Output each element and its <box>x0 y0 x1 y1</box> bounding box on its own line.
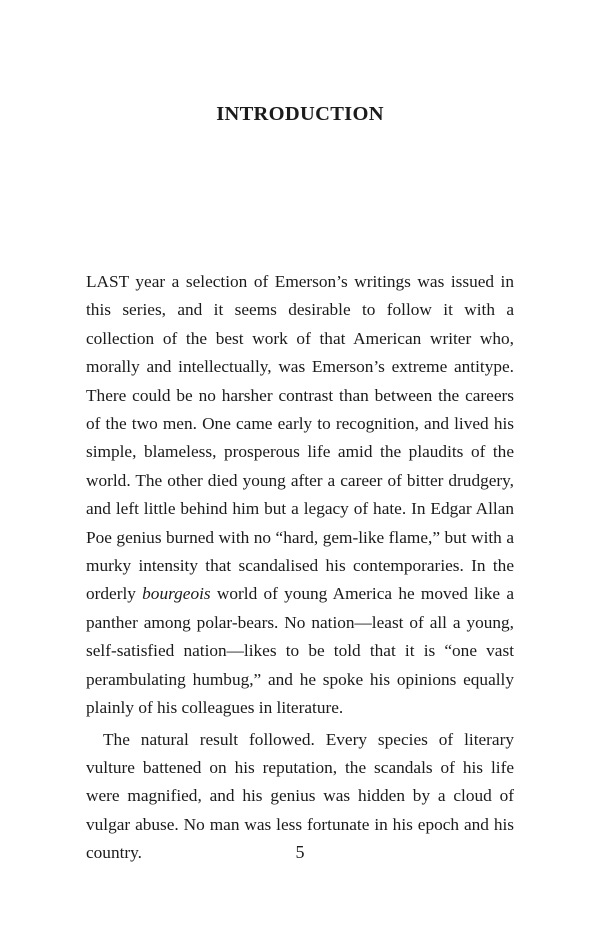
paragraph-1-text-a: LAST year a selection of Emerson’s writings was issued in this series, and it seems desirable to follow it with a collection of the best work of that American writer who, morally and intellectually, was Emerson’s extreme antitype. There could be no harsher contrast than between the careers of the two men. One came early to recognition, and lived his simple, blameless, prosperous life amid the plaudits of the world. The other died young after a career of bitter drudgery, and left little behind him but a legacy of hate. In Edgar Allan Poe genius burned with no “hard, gem-like flame,” but with a murky intensity that scandalised his contemporaries. In the orderly <box>86 272 514 604</box>
chapter-title: INTRODUCTION <box>216 103 384 125</box>
italic-term: bourgeois <box>142 584 211 604</box>
paragraph-2: The natural result followed. Every species of literary vulture battened on his reputation, the scandals of his life were magnified, and his genius was hidden by a cloud of vulgar abuse. No man was less fortunate in his epoch and his country. <box>86 729 514 863</box>
paragraph-1-text-b: world of young America he moved like a panther among polar-bears. No nation—least of all a young, self-satisfied nation—likes to be told that it is “one vast perambulating humbug,” and he spoke his opinions equally plainly of his colleagues in literature. <box>86 584 514 718</box>
page-number: 5 <box>295 842 305 862</box>
paragraph-1 <box>86 268 514 723</box>
body-text <box>86 268 514 868</box>
